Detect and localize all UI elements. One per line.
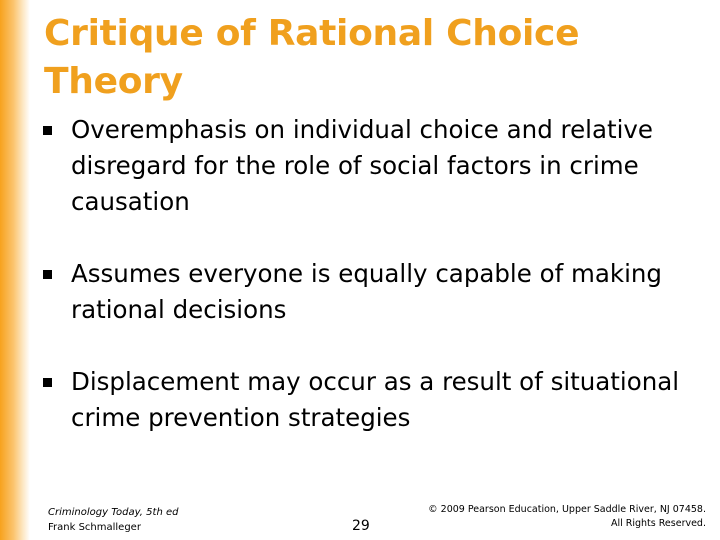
left-accent-band [0,0,30,540]
bullet-item [40,256,680,328]
bullet-text: Displacement may occur as a result of situational crime prevention strategies [71,367,680,432]
slide-title: Critique of Rational Choice Theory [44,13,580,102]
bullet-item [40,364,680,436]
footer-citation [48,505,178,535]
footer-book-title: Criminology Today, 5th ed [48,507,179,518]
bullet-text: Overemphasis on individual choice and relative disregard for the role of social factors in crime causation [71,115,653,216]
copyright-line-2: All Rights Reserved. [610,518,706,529]
footer-copyright [428,503,706,531]
footer-author: Frank Schmalleger [48,522,141,533]
bullet-text: Assumes everyone is equally capable of making rational decisions [71,259,662,324]
copyright-line-1: © 2009 Pearson Education, Upper Saddle River, NJ 07458. [428,504,706,515]
page-number: 29 [352,518,370,534]
square-bullet-icon [43,126,52,135]
bullet-item [40,112,680,220]
square-bullet-icon [43,378,52,387]
square-bullet-icon [43,270,52,279]
bullet-list [40,112,680,436]
